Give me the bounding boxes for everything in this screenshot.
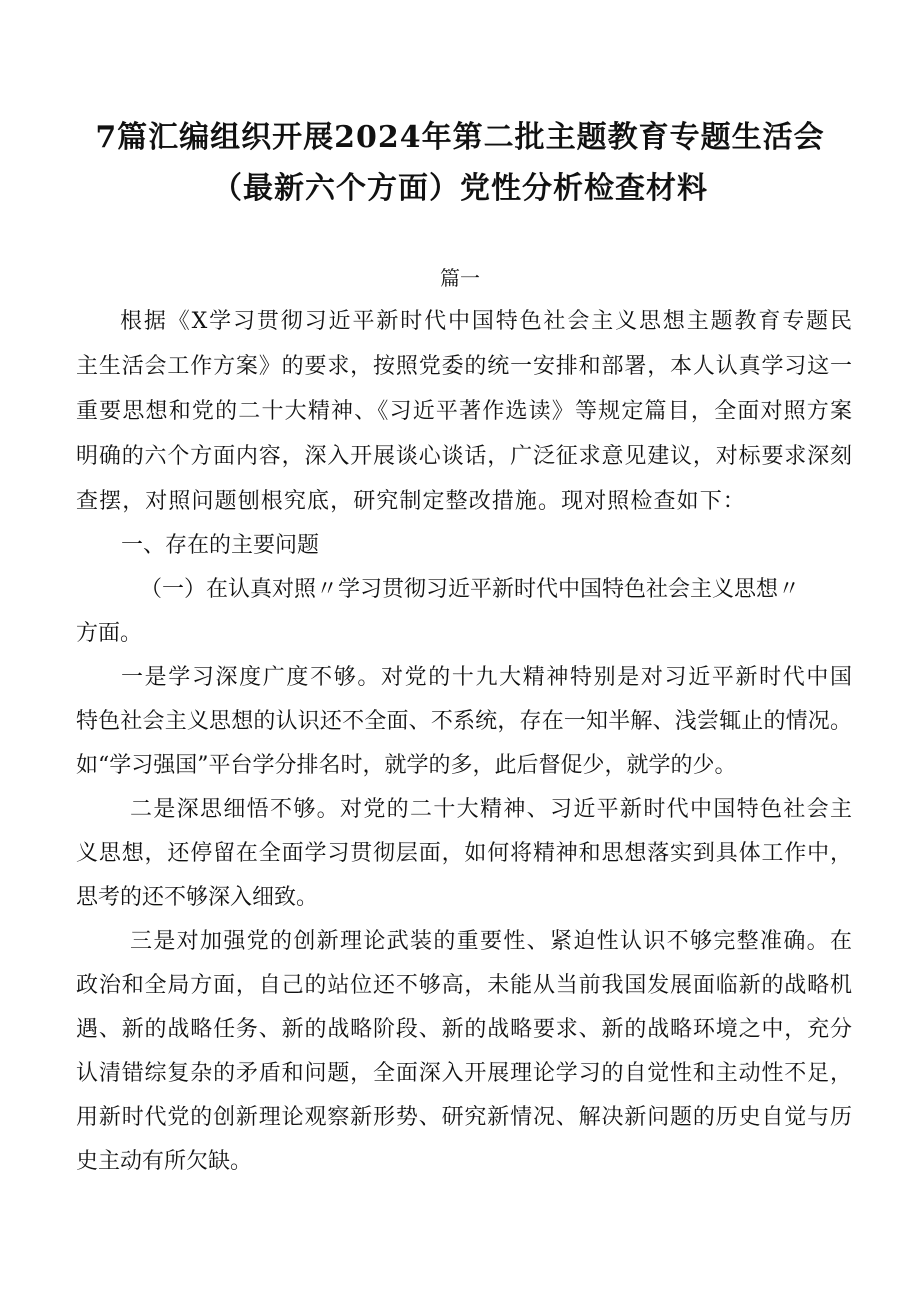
section-heading: 一、存在的主要问题	[121, 533, 320, 558]
document-title-line-2: （最新六个方面）党性分析检查材料	[212, 171, 708, 206]
section-label: 篇一	[440, 266, 480, 290]
paragraph-line: 政治和全局方面，自己的站位还不够高，未能从当前我国发展面临新的战略机	[76, 973, 852, 998]
paragraph-line: 如“学习强国”平台学分排名时，就学的多，此后督促少，就学的少。	[76, 753, 737, 778]
paragraph-line: 方面。	[76, 621, 143, 646]
paragraph-line: 根据《X学习贯彻习近平新时代中国特色社会主义思想主题教育专题民	[120, 309, 852, 334]
paragraph-line: 特色社会主义思想的认识还不全面、不系统，存在一知半解、浅尝辄止的情况。	[76, 709, 852, 734]
paragraph-line: 三是对加强党的创新理论武装的重要性、紧迫性认识不够完整准确。在	[130, 929, 852, 954]
paragraph-line: 遇、新的战略任务、新的战略阶段、新的战略要求、新的战略环境之中，充分	[76, 1017, 852, 1042]
paragraph-line: 主生活会工作方案》的要求，按照党委的统一安排和部署，本人认真学习这一	[76, 354, 852, 379]
paragraph-line: 明确的六个方面内容，深入开展谈心谈话，广泛征求意见建议，对标要求深刻	[76, 444, 852, 469]
paragraph-line: 重要思想和党的二十大精神、《习近平著作选读》等规定篇目，全面对照方案	[76, 399, 852, 424]
paragraph-line: 思考的还不够深入细致。	[76, 885, 319, 910]
document-title-line-1: 7篇汇编组织开展2024年第二批主题教育专题生活会	[95, 120, 825, 155]
paragraph-line: 二是深思细悟不够。对党的二十大精神、习近平新时代中国特色社会主	[130, 797, 852, 822]
paragraph-line: 认清错综复杂的矛盾和问题，全面深入开展理论学习的自觉性和主动性不足，	[76, 1061, 852, 1086]
paragraph-line: 史主动有所欠缺。	[76, 1149, 253, 1174]
paragraph-line: 一是学习深度广度不够。对党的十九大精神特别是对习近平新时代中国	[121, 665, 852, 690]
subsection-heading: （一）在认真对照〃学习贯彻习近平新时代中国特色社会主义思想〃	[140, 577, 801, 602]
paragraph-line: 用新时代党的创新理论观察新形势、研究新情况、解决新问题的历史自觉与历	[76, 1105, 852, 1130]
paragraph-line: 查摆，对照问题刨根究底，研究制定整改措施。现对照检查如下：	[76, 489, 746, 514]
paragraph-line: 义思想，还停留在全面学习贯彻层面，如何将精神和思想落实到具体工作中，	[76, 841, 852, 866]
